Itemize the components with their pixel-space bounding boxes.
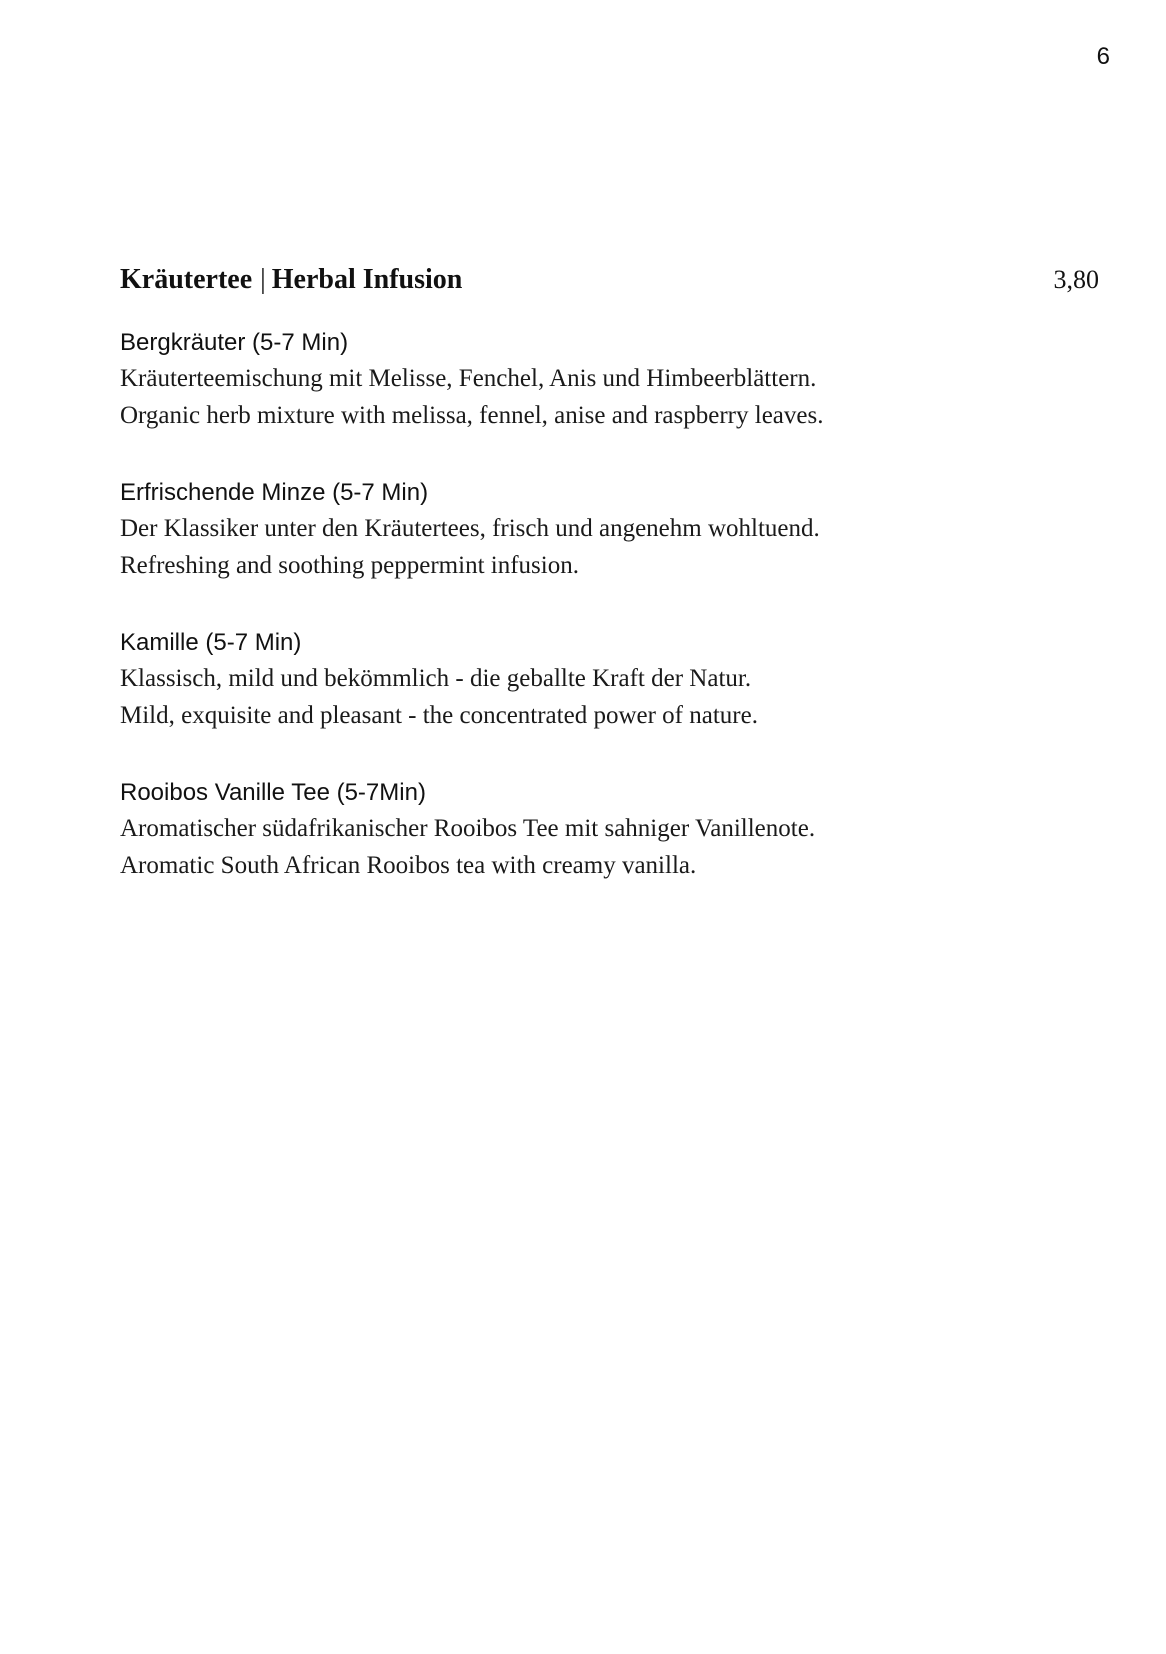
item-description-english: Refreshing and soothing peppermint infusion.: [120, 552, 579, 579]
item-name: Kamille (5-7 Min): [120, 629, 302, 656]
section-price: 3,80: [1053, 265, 1099, 294]
section-title-english: Herbal Infusion: [271, 264, 463, 295]
item-description-english: Aromatic South African Rooibos tea with creamy vanilla.: [120, 852, 697, 879]
item-description-german: Kräuterteemischung mit Melisse, Fenchel, Anis und Himbeerblättern.: [120, 365, 817, 392]
item-name: Bergkräuter (5-7 Min): [120, 329, 349, 356]
menu-item-list: [120, 326, 1080, 926]
page-number: 6: [1096, 43, 1110, 70]
title-separator: |: [260, 264, 266, 295]
item-name: Erfrischende Minze (5-7 Min): [120, 479, 429, 506]
item-description-english: Organic herb mixture with melissa, fennel, anise and raspberry leaves.: [120, 402, 824, 429]
menu-item: [120, 326, 1080, 434]
section-title: [120, 262, 462, 298]
item-name: Rooibos Vanille Tee (5-7Min): [120, 779, 426, 806]
section-title-german: Kräutertee: [120, 264, 253, 295]
menu-item: [120, 476, 1080, 584]
item-description-german: Der Klassiker unter den Kräutertees, frisch und angenehm wohltuend.: [120, 515, 820, 542]
item-description-german: Klassisch, mild und bekömmlich - die geballte Kraft der Natur.: [120, 665, 752, 692]
menu-item: [120, 776, 1080, 884]
item-description-german: Aromatischer südafrikanischer Rooibos Tee mit sahniger Vanillenote.: [120, 815, 816, 842]
section-header: [120, 262, 1099, 298]
menu-item: [120, 626, 1080, 734]
item-description-english: Mild, exquisite and pleasant - the concentrated power of nature.: [120, 702, 758, 729]
